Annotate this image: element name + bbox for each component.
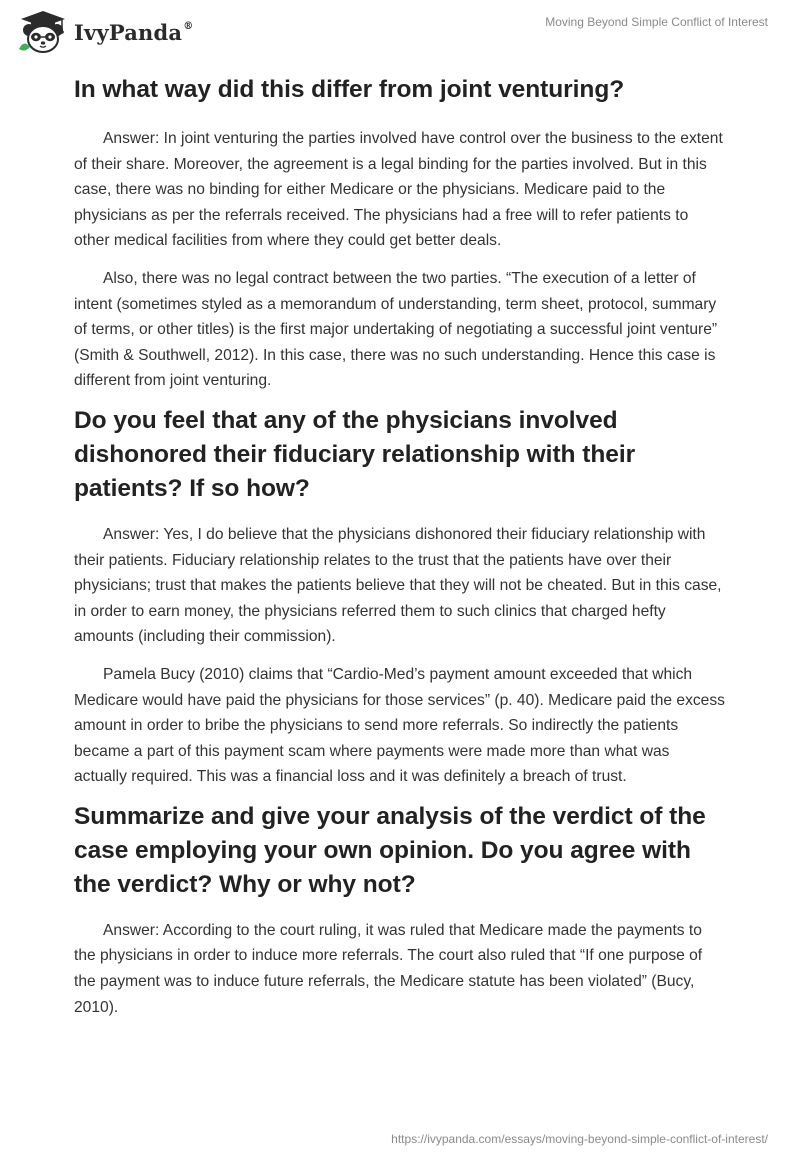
brand-text: IvyPanda — [74, 19, 183, 45]
trademark-symbol: ® — [183, 20, 194, 32]
ivypanda-logo[interactable] — [16, 10, 193, 54]
body-paragraph: Answer: In joint venturing the parties involved have control over the business to the extent of their share. Moreover, the agreement is a legal binding for the parties involved. But in this case, there was no binding for either Medicare or the physicians. Medicare paid to the physicians as per the referrals received. The physicians had a free will to refer patients to other medical facilities from where they could get better deals. — [74, 130, 723, 250]
section-heading: Do you feel that any of the physicians involved dishonored their fiduciary relationship with their patients? If so how? — [74, 406, 636, 502]
page-header — [0, 0, 800, 70]
essay-body — [74, 72, 726, 1020]
brand-name — [74, 20, 193, 45]
body-paragraph: Also, there was no legal contract between the two parties. “The execution of a letter of intent (sometimes styled as a memorandum of understanding, term sheet, protocol, summary of terms, or other titles) is the first major undertaking of negotiating a successful joint venture” (Smith & Southwell, 2012). In this case, there was no such understanding. Hence this case is different from joint venturing. — [74, 269, 718, 390]
section-heading: Summarize and give your analysis of the verdict of the case employing your own opinion. Do you agree with the verdict? Why or why not? — [74, 802, 706, 898]
source-url-link[interactable]: https://ivypanda.com/essays/moving-beyond-simple-conflict-of-interest/ — [391, 1132, 768, 1146]
panda-graduate-icon — [16, 9, 70, 55]
document-title: Moving Beyond Simple Conflict of Interest — [545, 15, 768, 29]
body-paragraph: Answer: Yes, I do believe that the physicians dishonored their fiduciary relationship with their patients. Fiduciary relationship relates to the trust that the patients have over their physicians; trust that makes the patients believe that they will not be cheated. But in this case, in order to earn money, the physicians referred them to such clinics that charged hefty amounts (including their commission). — [74, 525, 722, 646]
body-paragraph: Pamela Bucy (2010) claims that “Cardio-Med’s payment amount exceeded that which Medicare would have paid the physicians for those services” (p. 40). Medicare paid the excess amount in order to bribe the physicians to send more referrals. So indirectly the patients became a part of this payment scam where payments were made more than what was actually required. This was a financial loss and it was definitely a breach of trust. — [74, 665, 725, 786]
body-paragraph: Answer: According to the court ruling, it was ruled that Medicare made the payments to the physicians in order to induce more referrals. The court also ruled that “If one purpose of the payment was to induce future referrals, the Medicare statute has been violated” (Bucy, 2010). — [74, 921, 703, 1016]
section-heading: In what way did this differ from joint venturing? — [74, 76, 625, 103]
